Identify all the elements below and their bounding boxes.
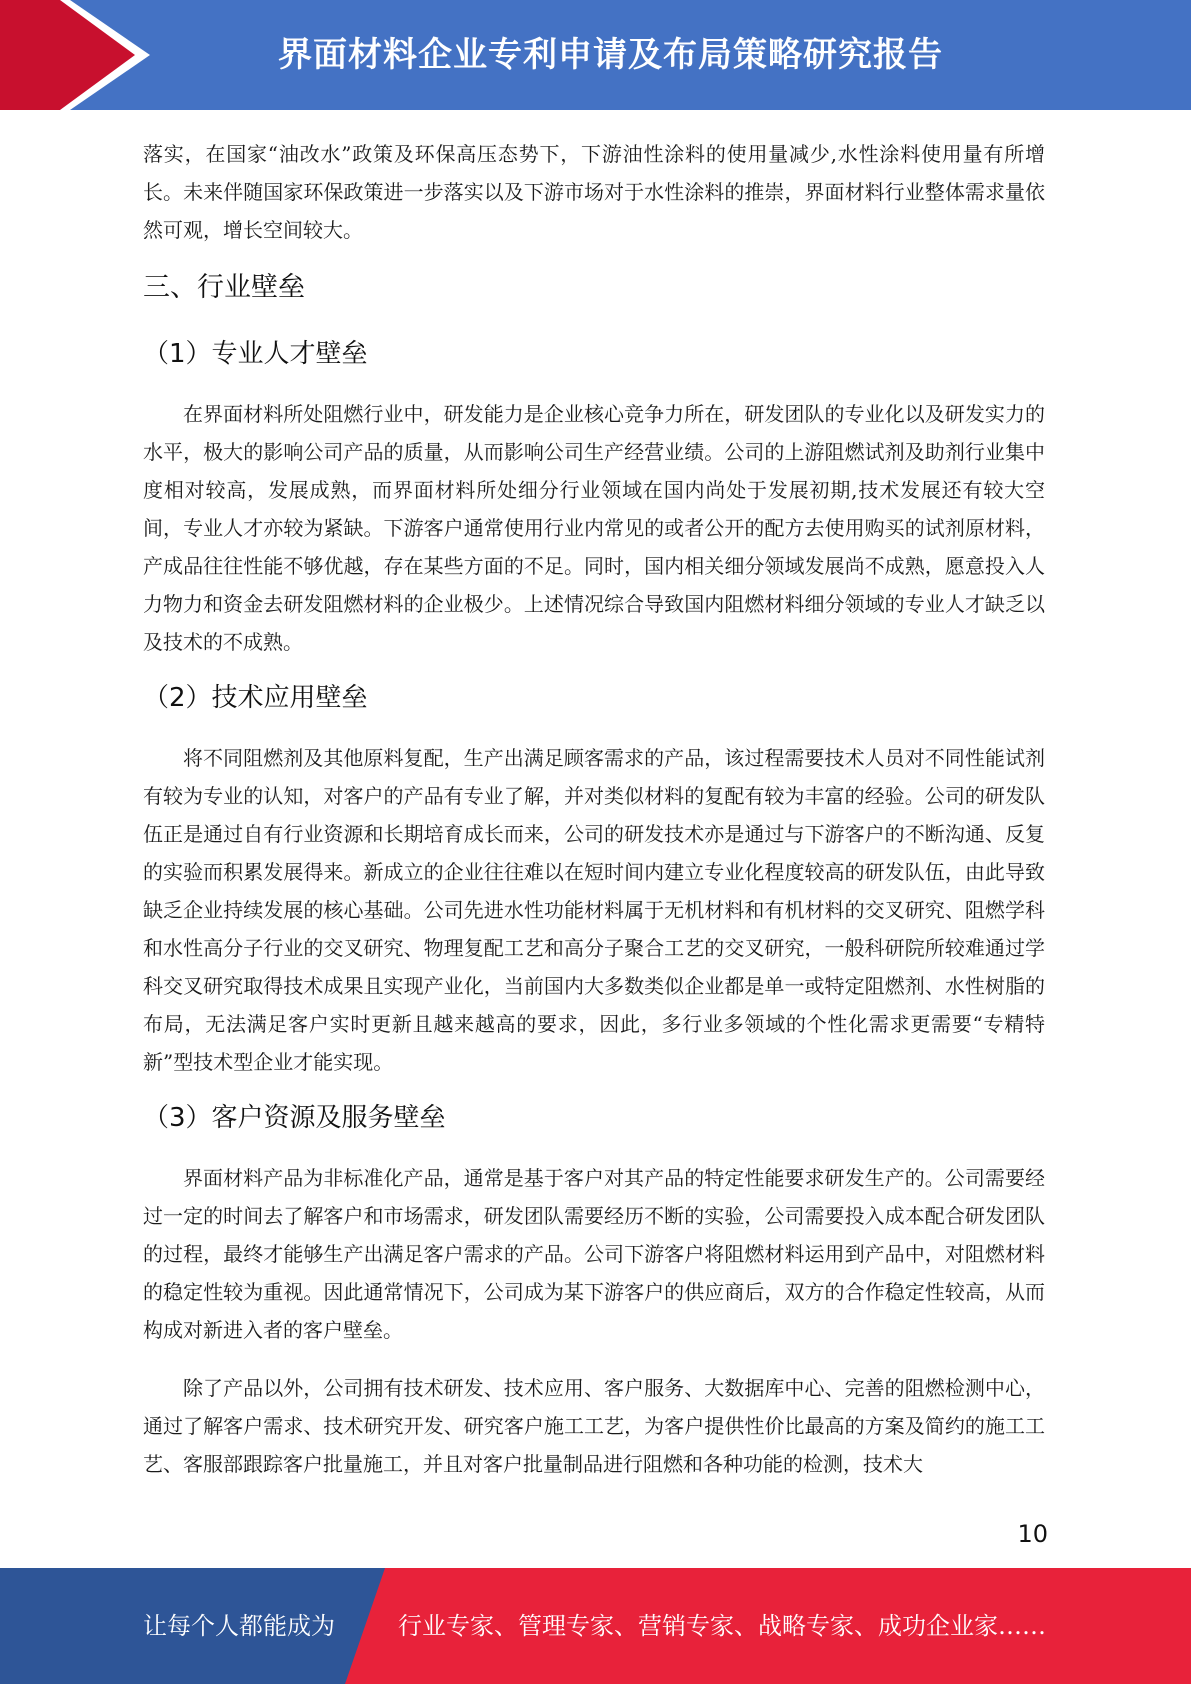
subsection-2-paragraph: 将不同阻燃剂及其他原料复配，生产出满足顾客需求的产品，该过程需要技术人员对不同性能试剂有较为专业的认知，对客户的产品有专业了解，并对类似材料的复配有较为丰富的经验。公司的研发队伍正是通过自有行业资源和长期培育成长而来，公司的研发技术亦是通过与下游客户的不断沟通、反复的实验而积累发展得来。新成立的企业往往难以在短时间内建立专业化程度较高的研发队伍，由此导致缺乏企业持续发展的核心基础。公司先进水性功能材料属于无机材料和有机材料的交叉研究、阻燃学科和水性高分子行业的交叉研究、物理复配工艺和高分子聚合工艺的交叉研究，一般科研院所较难通过学科交叉研究取得技术成果且实现产业化，当前国内大多数类似企业都是单一或特定阻燃剂、水性树脂的布局，无法满足客户实时更新且越来越高的要求，因此，多行业多领域的个性化需求更需要“专精特新”型技术型企业才能实现。 [143,746,1045,1074]
subsection-heading-2: （2）技术应用壁垒 [143,683,368,713]
subsection-3-paragraph-2: 除了产品以外，公司拥有技术研发、技术应用、客户服务、大数据库中心、完善的阻燃检测中心，通过了解客户需求、技术研究开发、研究客户施工工艺，为客户提供性价比最高的方案及简约的施工工艺、客服部跟踪客户批量施工，并且对客户批量制品进行阻燃和各种功能的检测，技术大 [143,1376,1045,1476]
page-number: 10 [1017,1520,1048,1548]
subsection-heading-3: （3）客户资源及服务壁垒 [143,1103,446,1133]
footer-slogan-left: 让每个人都能成为 [143,1612,335,1640]
subsection-3-paragraph-1: 界面材料产品为非标准化产品，通常是基于客户对其产品的特定性能要求研发生产的。公司需要经过一定的时间去了解客户和市场需求，研发团队需要经历不断的实验，公司需要投入成本配合研发团队的过程，最终才能够生产出满足客户需求的产品。公司下游客户将阻燃材料运用到产品中，对阻燃材料的稳定性较为重视。因此通常情况下，公司成为某下游客户的供应商后，双方的合作稳定性较高，从而构成对新进入者的客户壁垒。 [143,1166,1045,1342]
section-heading: 三、行业壁垒 [143,272,305,303]
subsection-heading-1: （1）专业人才壁垒 [143,339,368,369]
document-title: 界面材料企业专利申请及布局策略研究报告 [278,35,943,75]
subsection-1-paragraph: 在界面材料所处阻燃行业中，研发能力是企业核心竞争力所在，研发团队的专业化以及研发实力的水平，极大的影响公司产品的质量，从而影响公司生产经营业绩。公司的上游阻燃试剂及助剂行业集中度相对较高，发展成熟，而界面材料所处细分行业领域在国内尚处于发展初期,技术发展还有较大空间，专业人才亦较为紧缺。下游客户通常使用行业内常见的或者公开的配方去使用购买的试剂原材料，产成品往往性能不够优越，存在某些方面的不足。同时，国内相关细分领域发展尚不成熟，愿意投入人力物力和资金去研发阻燃材料的企业极少。上述情况综合导致国内阻燃材料细分领域的专业人才缺乏以及技术的不成熟。 [143,402,1045,654]
page-content [143,135,1045,1483]
page-footer [0,1568,1191,1684]
footer-slogan-right: 行业专家、管理专家、营销专家、战略专家、成功企业家…… [398,1612,1046,1640]
intro-paragraph: 落实，在国家“油改水”政策及环保高压态势下，下游油性涂料的使用量减少,水性涂料使用量有所增长。未来伴随国家环保政策进一步落实以及下游市场对于水性涂料的推崇，界面材料行业整体需求量依然可观，增长空间较大。 [143,142,1045,242]
page-header [0,0,1191,110]
